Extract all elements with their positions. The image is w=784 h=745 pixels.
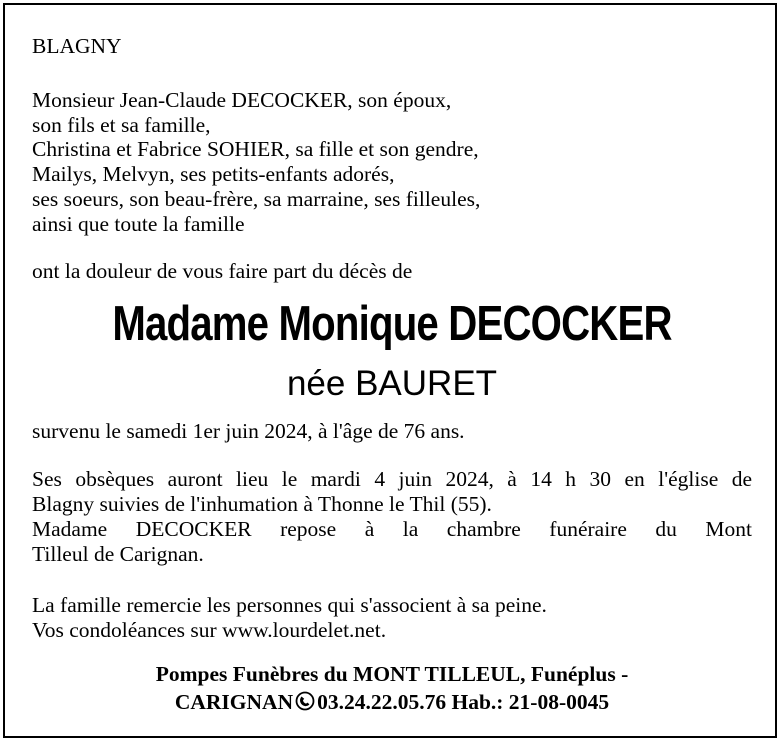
- family-line: ainsi que toute la famille: [32, 212, 245, 236]
- location-heading: BLAGNY: [32, 34, 122, 58]
- family-line: Monsieur Jean-Claude DECOCKER, son époux,: [32, 88, 452, 112]
- family-line: son fils et sa famille,: [32, 113, 211, 137]
- funeral-line: Ses obsèques auront lieu le mardi 4 juin 2024, à 14 h 30 en l'église de: [32, 467, 752, 491]
- hab-number: Hab.: 21-08-0045: [451, 690, 610, 714]
- family-line: ses soeurs, son beau-frère, sa marraine, ses filleules,: [32, 187, 481, 211]
- deceased-name: Madame Monique DECOCKER: [112, 297, 672, 351]
- thanks-line: La famille remercie les personnes qui s'associent à sa peine.: [32, 593, 547, 617]
- family-line: Christina et Fabrice SOHIER, sa fille et son gendre,: [32, 137, 479, 161]
- funeral-line: Tilleul de Carignan.: [32, 542, 204, 566]
- funeral-home-name: Pompes Funèbres du MONT TILLEUL, Funéplus -: [155, 662, 629, 686]
- funeral-home-city: CARIGNAN: [174, 690, 294, 714]
- family-line: Mailys, Melvyn, ses petits-enfants adorés,: [32, 162, 395, 186]
- announcement-text: ont la douleur de vous faire part du décès de: [32, 259, 413, 283]
- phone-icon: [294, 690, 316, 718]
- funeral-home-contact: [0, 688, 784, 718]
- maiden-name: née BAURET: [286, 364, 498, 403]
- thanks-line: Vos condoléances sur www.lourdelet.net.: [32, 618, 387, 642]
- death-info: survenu le samedi 1er juin 2024, à l'âge de 76 ans.: [32, 419, 465, 443]
- funeral-line: Madame DECOCKER repose à la chambre funéraire du Mont: [32, 517, 752, 541]
- funeral-line: Blagny suivies de l'inhumation à Thonne le Thil (55).: [32, 492, 492, 516]
- phone-number: 03.24.22.05.76: [317, 690, 447, 714]
